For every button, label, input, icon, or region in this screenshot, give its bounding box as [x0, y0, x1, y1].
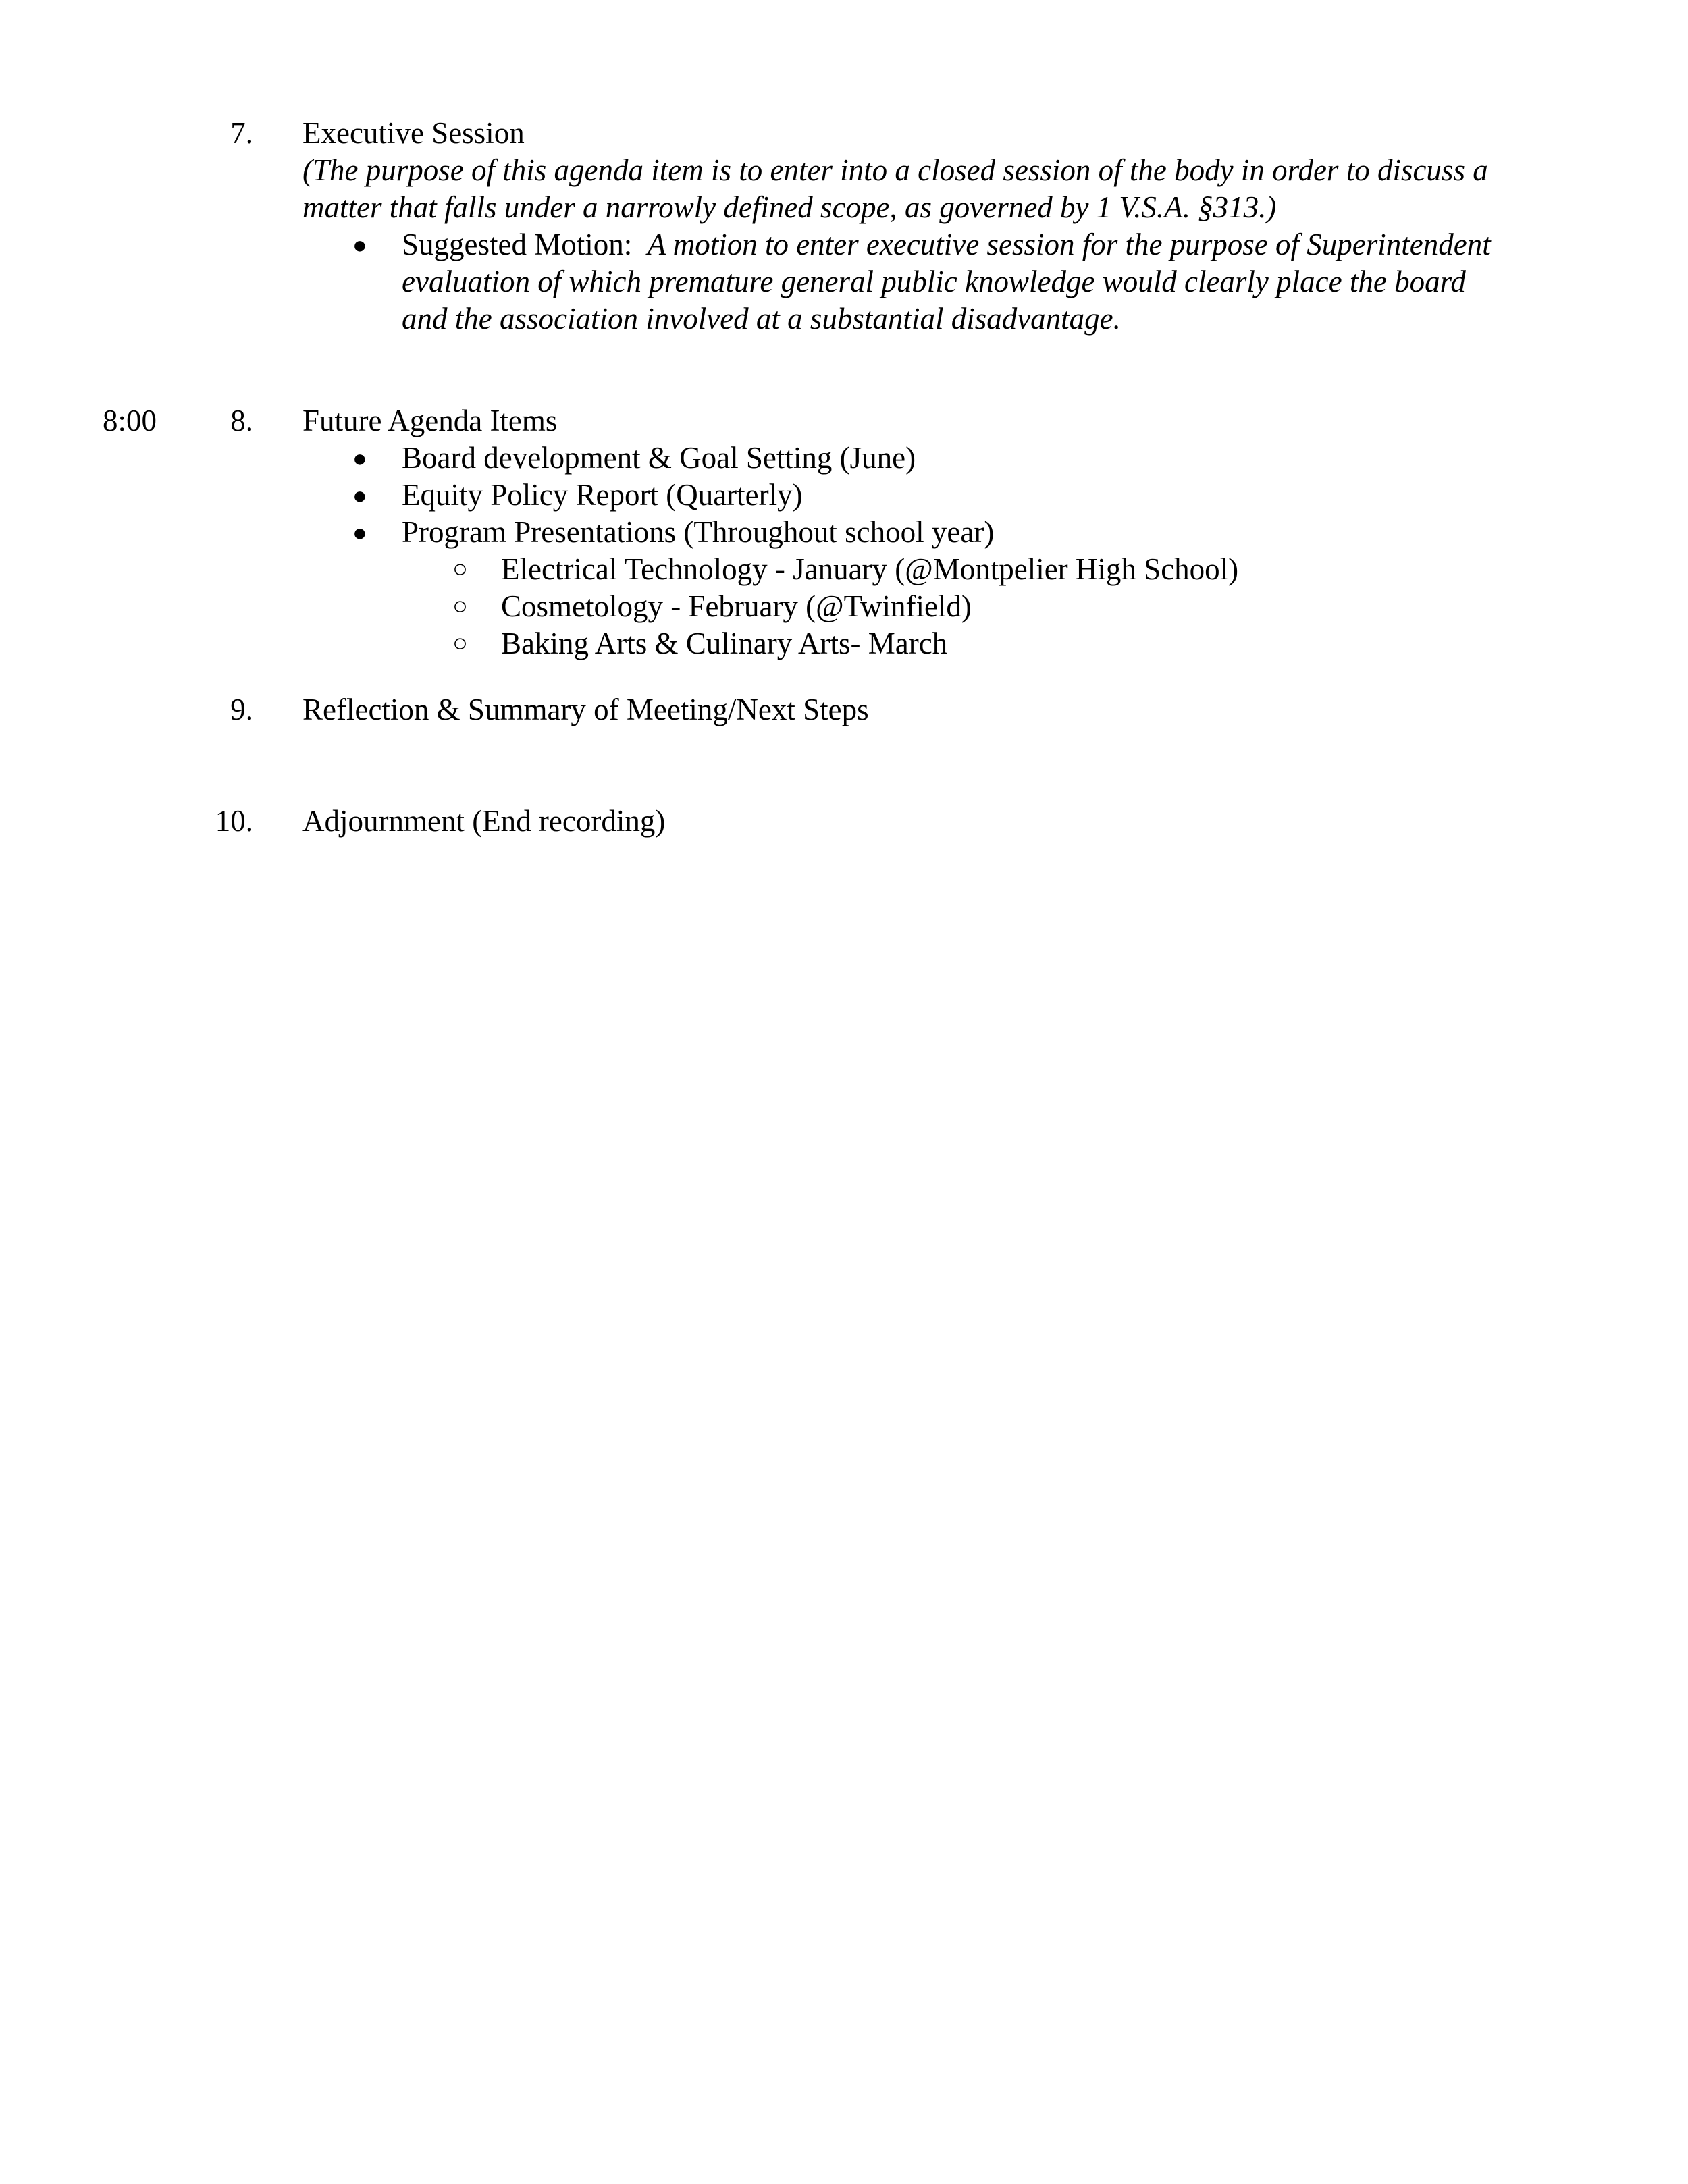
future-item-2: Equity Policy Report (Quarterly) — [402, 478, 803, 512]
item-7-purpose-line-1: (The purpose of this agenda item is to enter into a closed session of the body in order to discuss a — [302, 153, 1488, 187]
motion-label: Suggested Motion: — [402, 228, 633, 261]
item-7-purpose-line-2: matter that falls under a narrowly defined scope, as governed by 1 V.S.A. §313.) — [302, 190, 1277, 224]
motion-text-line-1: A motion to enter executive session for the purpose of Superintendent — [647, 228, 1491, 261]
item-8-number: 8. — [230, 404, 253, 437]
circle-bullet-icon: ○ — [452, 592, 468, 620]
presentation-item-1: Electrical Technology - January (@Montpelier High School) — [501, 552, 1239, 586]
bullet-icon: ● — [352, 519, 367, 546]
item-9-title: Reflection & Summary of Meeting/Next Steps — [302, 693, 869, 726]
item-10-title: Adjournment (End recording) — [302, 804, 666, 838]
circle-bullet-icon: ○ — [452, 629, 468, 658]
bullet-icon: ● — [352, 232, 367, 259]
item-7-title: Executive Session — [302, 116, 525, 150]
bullet-icon: ● — [352, 445, 367, 472]
item-8-time: 8:00 — [103, 404, 157, 437]
item-9-number: 9. — [230, 693, 253, 726]
item-10-number: 10. — [215, 804, 253, 838]
item-8-title: Future Agenda Items — [302, 404, 558, 437]
item-7-number: 7. — [230, 116, 253, 150]
motion-text-line-2: evaluation of which premature general public knowledge would clearly place the board — [402, 265, 1466, 298]
future-item-3: Program Presentations (Throughout school year) — [402, 515, 995, 549]
future-item-1: Board development & Goal Setting (June) — [402, 441, 916, 475]
presentation-item-2: Cosmetology - February (@Twinfield) — [501, 589, 972, 623]
bullet-icon: ● — [352, 482, 367, 509]
presentation-item-3: Baking Arts & Culinary Arts- March — [501, 627, 948, 660]
motion-line-1 — [402, 226, 1491, 263]
circle-bullet-icon: ○ — [452, 555, 468, 583]
motion-text-line-3: and the association involved at a substantial disadvantage. — [402, 302, 1121, 336]
